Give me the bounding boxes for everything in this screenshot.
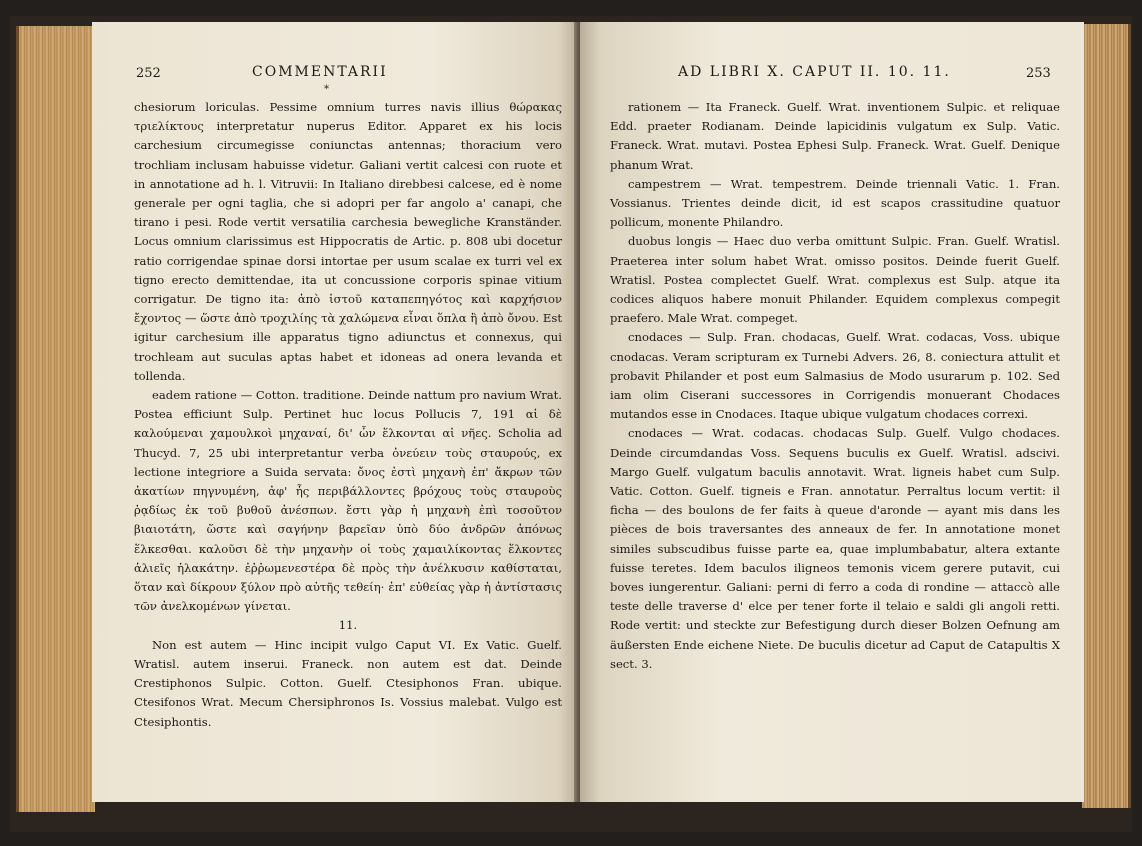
left-text-block [134,98,562,732]
left-page [92,22,578,802]
page-edges-right [1082,24,1131,808]
page-number: 253 [1026,66,1051,81]
paragraph: Non est autem — Hinc incipit vulgo Caput VI. Ex Vatic. Guelf. Wratisl. autem inserui. Franeck. non autem est dat. Deinde Crestiphonos Sulpic. Cotton. Guelf. Ctesiphonos Fran. ubique. Ctesifonos Wrat. Mecum Chersiphronos Is. Vossius malebat. Vulgo est Ctesiphontis. [134,637,562,729]
paragraph: eadem ratione — Cotton. traditione. Deinde nattum pro navium Wrat. Postea efficiunt Sulp. Pertinet huc locus Pollucis 7, 191 αἱ δὲ καλούμεναι χαμουλκοὶ μηχαναί, δι' ὧν ἕλκονται αἱ νῆες. Scholia ad Thucyd. 7, 25 ubi interpretantur verba ὀνεύειν τοὺς σταυρούς, ex lectione integriore a Suida servata: ὄνος ἐστὶ μηχανὴ ἐπ' ἄκρων τῶν ἀκατίων πηγνυμένη, ἀφ' ἧς περιβάλλοντες βρόχους τοὺς σταυροὺς ῥᾳδίως ἐκ τοῦ βυθοῦ ἀνέσπων. ἔστι γὰρ ἡ μηχανὴ ἐπὶ τοσοῦτον βιαιοτάτη, ὥστε καὶ σαγήνην βαρεῖαν ὑπὸ δύο ἀνδρῶν ἀπόνως ἕλκεσθαι. καλοῦσι δὲ τὴν μηχανὴν οἱ τοὺς χαμαιλίκοντας ἕλκοντες ἁλιεῖς ἠλακάτην. ἐῤῥωμενεστέρα δὲ πρὸς τὴν ἀνέλκυσιν καθίσταται, ὅταν καὶ δίκρουν ξύλον πρὸ αὐτῆς τεθείη· ἐπ' εὐθείας γὰρ ἡ ἀντίστασις τῶν ἀνελκομένων γίνεται. [134,388,562,614]
right-text-block [610,98,1060,674]
paragraph: duobus longis — Haec duo verba omittunt Sulpic. Fran. Guelf. Wratisl. Praeterea inter solum habet Wrat. omisso positos. Deinde fuerit Guelf. Wratisl. Postea complectet Guelf. Wrat. complexus est Sulp. atque ita codices aliquos habere monuit Philander. Equidem complexus compegit praefero. Male Wrat. compeget. [610,234,1060,326]
running-head: AD LIBRI X. CAPUT II. 10. 11. [678,64,951,80]
paragraph: cnodaces — Wrat. codacas. chodacas Sulp. Guelf. Vulgo chodaces. Deinde circumdandas Voss. Sequens buculis ex Guelf. Wratisl. adscivi. Margo Guelf. vulgatum baculis annotavit. Wrat. ligneis habet cum Sulp. Vatic. Cotton. Guelf. tigneis e Fran. annotatur. Perraltus locum vertit: il ficha — des boulons de fer faits à queue d'aronde — ayant mis dans les pièces de bois traversantes des anneaux de fer. In annotatione monet similes subscudibus fuisse parte ea, quae implumbabatur, altera extante fuisse teretes. Idem baculos iligneos temonis vicem gerere putavit, cui boves iungerentur. Galiani: perni di ferro a coda di rondine — attaccò alle teste delle traverse d' elce per tener forte il telaio e saldi gli angoli retti. Rode vertit: und steckte zur Befestigung durch dieser Bolzen Oefnung am äußersten Ende eichene Niete. De buculis dicetur ad Caput de Catapultis X sect. 3. [610,426,1060,671]
right-page [580,22,1084,802]
page-number: 252 [136,66,161,81]
paragraph: rationem — Ita Franeck. Guelf. Wrat. inventionem Sulpic. et reliquae Edd. praeter Rodianam. Deinde lapicidinis vulgatum ex Sulp. Vatic. Franeck. Wrat. mutavi. Postea Ephesi Sulp. Franeck. Wrat. Guelf. Denique phanum Wrat. [610,100,1060,172]
running-head: COMMENTARII [252,64,388,80]
paragraph: cnodaces — Sulp. Fran. chodacas, Guelf. Wrat. codacas, Voss. ubique cnodacas. Veram scripturam ex Turnebi Advers. 26, 8. coniectura attulit et probavit Philander et post eum Salmasius de Modo usurarum p. 102. Sed iam olim Ciserani successores in Corrigendis monuerant Chodaces mutandos esse in Cnodaces. Itaque ubique vulgatum chodaces correxi. [610,330,1060,422]
paragraph: campestrem — Wrat. tempestrem. Deinde triennali Vatic. 1. Fran. Vossianus. Trientes deinde dicit, id est scapos crassitudine quatuor pollicum, monente Philandro. [610,176,1060,230]
paragraph: chesiorum loriculas. Pessime omnium turres navis illius θώρακας τριελίκτους interpretatur nuperus Editor. Apparet ex his locis carchesium circumegisse coniunctas antennas; thoracium vero trochliam inclusam habuisse videtur. Galiani vertit calcesi con ruote et in annotatione ad h. l. Vitruvii: In Italiano direbbesi calcese, ed è nome generale per ogni taglia, che si adopri per far angolo a' canapi, che tirano i pesi. Rode vertit versatilia carchesia bewegliche Kranständer. Locus omnium clarissimus est Hippocratis de Artic. p. 808 ubi docetur ratio corrigendae spinae dorsi intortae per usum scalae ex turri vel ex tigno erecto demittendae, ita ut concussione corporis spinae vitium corrigatur. De tigno ita: ἀπὸ ἱστοῦ καταπεπηγότος καὶ καρχήσιον ἔχοντος — ὥστε ἀπὸ τροχιλίης τὰ χαλώμενα εἶναι ὅπλα ἢ ἀπὸ ὄνου. Est igitur carchesium ille apparatus tigno adiunctus et connexus, qui trochleam aut suculas aptas habet et idoneas ad onera levanda et tollenda. [134,100,562,383]
ornament-mark: * [324,84,329,95]
section-number: 11. [338,618,358,633]
page-edges-left [16,26,95,812]
